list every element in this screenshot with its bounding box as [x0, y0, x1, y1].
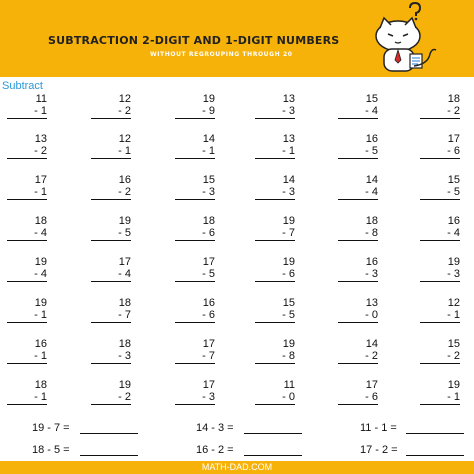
subtraction-problem: [338, 256, 378, 282]
minuend: 19: [282, 256, 295, 268]
minuend: 17: [365, 379, 378, 391]
subtraction-problem: [175, 379, 215, 405]
minuend: 16: [365, 256, 378, 268]
answer-line: [338, 404, 378, 405]
subtrahend: - 7: [202, 350, 215, 362]
subtrahend: - 8: [282, 350, 295, 362]
subtrahend: - 5: [365, 145, 378, 157]
minuend: 15: [447, 174, 460, 186]
answer-blank: [244, 433, 302, 434]
answer-line: [420, 363, 460, 364]
subtraction-problem: [91, 256, 131, 282]
subtraction-problem: [420, 256, 460, 282]
minuend: 17: [202, 256, 215, 268]
minuend: 17: [34, 174, 47, 186]
answer-line: [338, 199, 378, 200]
minuend: 19: [282, 338, 295, 350]
answer-line: [175, 199, 215, 200]
subtraction-problem: [91, 133, 131, 159]
answer-line: [7, 240, 47, 241]
subtraction-problem: [91, 215, 131, 241]
subtraction-problem: [91, 174, 131, 200]
minuend: 14: [202, 133, 215, 145]
subtrahend: - 3: [365, 268, 378, 280]
subtraction-problem: [255, 174, 295, 200]
subtrahend: - 2: [118, 186, 131, 198]
subtraction-problem: [255, 133, 295, 159]
answer-line: [7, 158, 47, 159]
minuend: 16: [202, 297, 215, 309]
minuend: 14: [365, 338, 378, 350]
subtrahend: - 1: [34, 186, 47, 198]
minuend: 18: [34, 215, 47, 227]
subtraction-problem: [7, 338, 47, 364]
subtraction-problem: [91, 379, 131, 405]
answer-blank: [80, 433, 138, 434]
minuend: 18: [202, 215, 215, 227]
subtraction-problem: [255, 379, 295, 405]
minuend: 14: [282, 174, 295, 186]
subtrahend: - 3: [447, 268, 460, 280]
subtrahend: - 3: [202, 186, 215, 198]
subtraction-problem: [420, 174, 460, 200]
subtrahend: - 4: [365, 186, 378, 198]
subtraction-problem: [420, 379, 460, 405]
site-footer: MATH-DAD.COM: [201, 462, 273, 472]
subtrahend: - 7: [282, 227, 295, 239]
subtrahend: - 6: [365, 391, 378, 403]
subtrahend: - 2: [365, 350, 378, 362]
subtraction-problem: [338, 215, 378, 241]
subtraction-problem: [175, 93, 215, 119]
minuend: 12: [118, 93, 131, 105]
answer-line: [255, 118, 295, 119]
minuend: 11: [35, 93, 47, 105]
subtrahend: - 4: [447, 227, 460, 239]
subtrahend: - 5: [202, 268, 215, 280]
subtraction-problem: [420, 338, 460, 364]
answer-line: [255, 404, 295, 405]
minuend: 19: [447, 256, 460, 268]
answer-line: [175, 404, 215, 405]
subtrahend: - 3: [282, 105, 295, 117]
subtrahend: - 4: [34, 268, 47, 280]
answer-line: [175, 281, 215, 282]
answer-line: [91, 158, 131, 159]
minuend: 15: [365, 93, 378, 105]
minuend: 14: [365, 174, 378, 186]
subtrahend: - 1: [34, 391, 47, 403]
answer-line: [255, 158, 295, 159]
cat-with-question-mark-icon: [364, 2, 446, 76]
worksheet-title: SUBTRACTION 2-DIGIT AND 1-DIGIT NUMBERS: [48, 34, 340, 47]
subtraction-problem: [338, 174, 378, 200]
answer-line: [420, 199, 460, 200]
subtraction-problem: [175, 297, 215, 323]
subtraction-problem: [91, 297, 131, 323]
subtraction-problem: [175, 174, 215, 200]
horizontal-problem: 19 - 7 =: [32, 422, 70, 434]
subtrahend: - 6: [202, 309, 215, 321]
minuend: 19: [118, 379, 131, 391]
subtraction-problem: [420, 93, 460, 119]
answer-line: [91, 199, 131, 200]
answer-blank: [406, 455, 464, 456]
subtraction-problem: [338, 379, 378, 405]
answer-line: [420, 281, 460, 282]
minuend: 19: [447, 379, 460, 391]
answer-line: [420, 118, 460, 119]
answer-line: [338, 322, 378, 323]
answer-line: [91, 404, 131, 405]
subtrahend: - 0: [365, 309, 378, 321]
horizontal-problem: 17 - 2 =: [360, 444, 398, 456]
answer-line: [91, 322, 131, 323]
subtrahend: - 3: [118, 350, 131, 362]
subtraction-problem: [7, 215, 47, 241]
minuend: 12: [447, 297, 460, 309]
answer-line: [175, 363, 215, 364]
subtrahend: - 1: [202, 145, 215, 157]
answer-line: [7, 199, 47, 200]
answer-line: [91, 240, 131, 241]
subtrahend: - 1: [34, 350, 47, 362]
subtrahend: - 5: [282, 309, 295, 321]
horizontal-problem: 14 - 3 =: [196, 422, 234, 434]
subtraction-problem: [338, 297, 378, 323]
answer-blank: [244, 455, 302, 456]
subtraction-problem: [175, 256, 215, 282]
minuend: 17: [202, 338, 215, 350]
subtrahend: - 1: [447, 309, 460, 321]
answer-line: [7, 322, 47, 323]
answer-line: [420, 240, 460, 241]
horizontal-problem: 16 - 2 =: [196, 444, 234, 456]
answer-line: [91, 281, 131, 282]
minuend: 17: [118, 256, 131, 268]
answer-line: [420, 404, 460, 405]
subtrahend: - 2: [118, 391, 131, 403]
subtraction-problem: [175, 133, 215, 159]
minuend: 19: [282, 215, 295, 227]
answer-line: [255, 281, 295, 282]
answer-line: [338, 158, 378, 159]
subtrahend: - 5: [118, 227, 131, 239]
answer-line: [175, 322, 215, 323]
subtraction-problem: [338, 338, 378, 364]
answer-line: [338, 118, 378, 119]
answer-blank: [406, 433, 464, 434]
answer-blank: [80, 455, 138, 456]
subtrahend: - 8: [365, 227, 378, 239]
subtraction-problem: [255, 215, 295, 241]
minuend: 19: [34, 256, 47, 268]
minuend: 18: [34, 379, 47, 391]
answer-line: [338, 240, 378, 241]
subtraction-problem: [420, 297, 460, 323]
minuend: 18: [447, 93, 460, 105]
answer-line: [175, 158, 215, 159]
minuend: 19: [34, 297, 47, 309]
subtrahend: - 0: [282, 391, 295, 403]
subtraction-problem: [255, 256, 295, 282]
subtrahend: - 1: [34, 309, 47, 321]
subtrahend: - 1: [447, 391, 460, 403]
subtrahend: - 2: [118, 105, 131, 117]
minuend: 19: [202, 93, 215, 105]
answer-line: [7, 363, 47, 364]
subtrahend: - 2: [447, 105, 460, 117]
subtrahend: - 7: [118, 309, 131, 321]
answer-line: [420, 158, 460, 159]
minuend: 13: [34, 133, 47, 145]
minuend: 16: [447, 215, 460, 227]
instruction-label: Subtract: [2, 80, 43, 92]
minuend: 16: [365, 133, 378, 145]
subtraction-problem: [175, 215, 215, 241]
answer-line: [7, 404, 47, 405]
minuend: 11: [283, 379, 295, 391]
horizontal-problem: 18 - 5 =: [32, 444, 70, 456]
answer-line: [91, 118, 131, 119]
minuend: 12: [118, 133, 131, 145]
subtraction-problem: [7, 93, 47, 119]
subtrahend: - 5: [447, 186, 460, 198]
subtraction-problem: [7, 379, 47, 405]
worksheet-subtitle: WITHOUT REGROUPING THROUGH 20: [150, 51, 293, 58]
answer-line: [91, 363, 131, 364]
subtrahend: - 4: [365, 105, 378, 117]
subtrahend: - 6: [282, 268, 295, 280]
minuend: 19: [118, 215, 131, 227]
subtraction-problem: [7, 297, 47, 323]
horizontal-problem: 11 - 1 =: [360, 422, 397, 434]
subtrahend: - 4: [118, 268, 131, 280]
subtrahend: - 2: [447, 350, 460, 362]
answer-line: [7, 281, 47, 282]
minuend: 17: [447, 133, 460, 145]
subtrahend: - 3: [282, 186, 295, 198]
minuend: 16: [118, 174, 131, 186]
subtrahend: - 9: [202, 105, 215, 117]
answer-line: [255, 240, 295, 241]
answer-line: [420, 322, 460, 323]
answer-line: [338, 281, 378, 282]
answer-line: [7, 118, 47, 119]
minuend: 17: [202, 379, 215, 391]
subtrahend: - 4: [34, 227, 47, 239]
minuend: 13: [282, 133, 295, 145]
subtraction-problem: [175, 338, 215, 364]
subtrahend: - 3: [202, 391, 215, 403]
answer-line: [255, 322, 295, 323]
subtrahend: - 6: [202, 227, 215, 239]
subtrahend: - 1: [282, 145, 295, 157]
subtraction-problem: [7, 133, 47, 159]
subtraction-problem: [338, 133, 378, 159]
worksheet-area: [0, 77, 474, 461]
minuend: 18: [118, 297, 131, 309]
answer-line: [338, 363, 378, 364]
subtraction-problem: [255, 93, 295, 119]
subtraction-problem: [255, 338, 295, 364]
answer-line: [175, 118, 215, 119]
subtraction-problem: [420, 133, 460, 159]
subtrahend: - 1: [34, 105, 47, 117]
subtraction-problem: [91, 338, 131, 364]
subtrahend: - 1: [118, 145, 131, 157]
minuend: 15: [282, 297, 295, 309]
minuend: 13: [282, 93, 295, 105]
subtraction-problem: [420, 215, 460, 241]
minuend: 18: [365, 215, 378, 227]
subtraction-problem: [255, 297, 295, 323]
minuend: 13: [365, 297, 378, 309]
answer-line: [255, 363, 295, 364]
answer-line: [255, 199, 295, 200]
subtraction-problem: [91, 93, 131, 119]
minuend: 15: [447, 338, 460, 350]
subtraction-problem: [338, 93, 378, 119]
subtrahend: - 2: [34, 145, 47, 157]
minuend: 16: [34, 338, 47, 350]
subtraction-problem: [7, 256, 47, 282]
subtraction-problem: [7, 174, 47, 200]
minuend: 15: [202, 174, 215, 186]
answer-line: [175, 240, 215, 241]
minuend: 18: [118, 338, 131, 350]
subtrahend: - 6: [447, 145, 460, 157]
